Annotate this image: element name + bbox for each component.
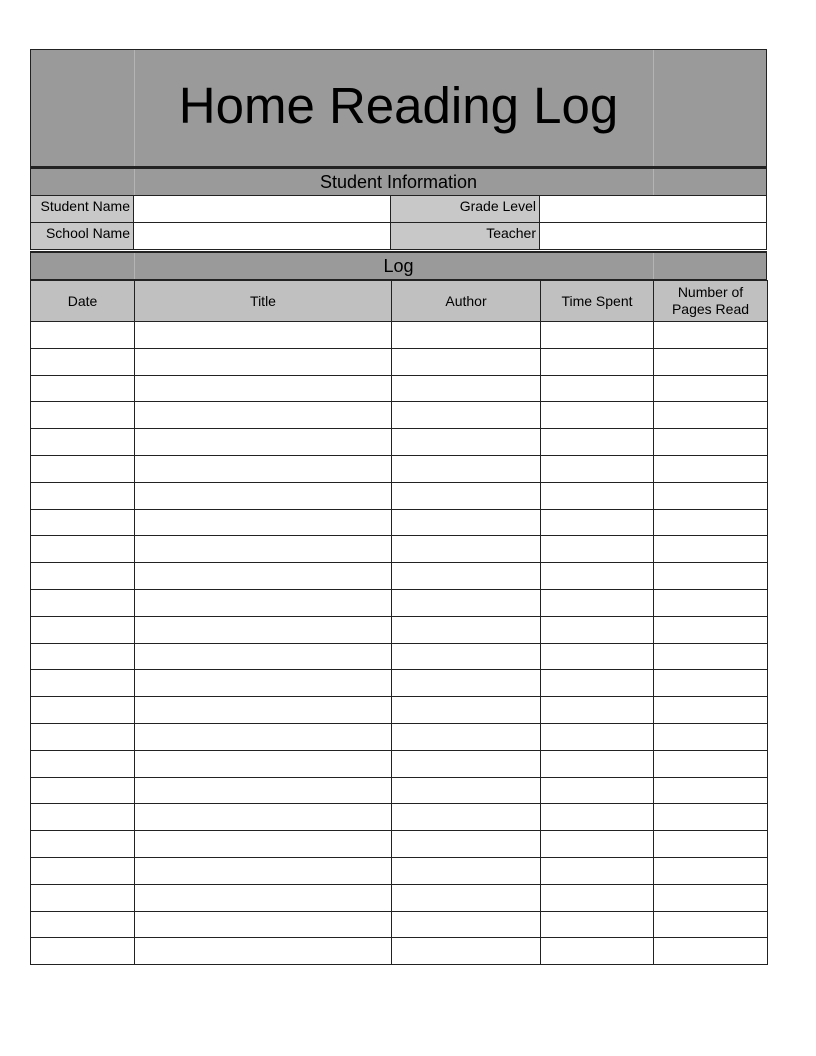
log-cell-author[interactable] <box>392 723 541 750</box>
log-cell-author[interactable] <box>392 429 541 456</box>
log-cell-author[interactable] <box>392 938 541 965</box>
log-cell-title[interactable] <box>135 455 392 482</box>
table-row <box>31 831 768 858</box>
table-row <box>31 884 768 911</box>
log-cell-title[interactable] <box>135 857 392 884</box>
log-cell-date[interactable] <box>31 509 135 536</box>
log-cell-date[interactable] <box>31 857 135 884</box>
log-cell-pages-read[interactable] <box>654 938 768 965</box>
log-body <box>31 322 768 965</box>
log-cell-title[interactable] <box>135 375 392 402</box>
log-cell-author[interactable] <box>392 857 541 884</box>
log-cell-author[interactable] <box>392 482 541 509</box>
log-cell-title[interactable] <box>135 536 392 563</box>
log-cell-time-spent[interactable] <box>541 938 654 965</box>
log-cell-time-spent[interactable] <box>541 429 654 456</box>
log-cell-author[interactable] <box>392 509 541 536</box>
log-cell-time-spent[interactable] <box>541 536 654 563</box>
log-cell-title[interactable] <box>135 322 392 349</box>
log-cell-date[interactable] <box>31 482 135 509</box>
student-name-label: Student Name <box>30 195 134 223</box>
log-cell-title[interactable] <box>135 643 392 670</box>
log-cell-date[interactable] <box>31 723 135 750</box>
log-cell-title[interactable] <box>135 777 392 804</box>
log-cell-author[interactable] <box>392 911 541 938</box>
log-cell-pages-read[interactable] <box>654 322 768 349</box>
log-cell-author[interactable] <box>392 563 541 590</box>
log-cell-date[interactable] <box>31 455 135 482</box>
log-cell-author[interactable] <box>392 375 541 402</box>
log-cell-time-spent[interactable] <box>541 643 654 670</box>
log-cell-time-spent[interactable] <box>541 723 654 750</box>
log-cell-date[interactable] <box>31 911 135 938</box>
log-cell-title[interactable] <box>135 804 392 831</box>
log-cell-pages-read[interactable] <box>654 857 768 884</box>
table-row <box>31 563 768 590</box>
log-cell-title[interactable] <box>135 750 392 777</box>
table-row <box>31 750 768 777</box>
log-cell-title[interactable] <box>135 429 392 456</box>
title-block <box>30 49 767 167</box>
log-cell-pages-read[interactable] <box>654 777 768 804</box>
info-row-1 <box>30 196 767 223</box>
column-header-pages-read: Number of Pages Read <box>654 281 768 322</box>
log-cell-title[interactable] <box>135 911 392 938</box>
log-cell-author[interactable] <box>392 589 541 616</box>
log-cell-time-spent[interactable] <box>541 482 654 509</box>
log-cell-author[interactable] <box>392 670 541 697</box>
grade-level-field[interactable] <box>539 195 767 223</box>
table-row <box>31 697 768 724</box>
log-cell-title[interactable] <box>135 589 392 616</box>
log-cell-date[interactable] <box>31 804 135 831</box>
log-cell-time-spent[interactable] <box>541 375 654 402</box>
school-name-label: School Name <box>30 222 134 250</box>
log-cell-time-spent[interactable] <box>541 857 654 884</box>
log-cell-time-spent[interactable] <box>541 589 654 616</box>
log-cell-date[interactable] <box>31 402 135 429</box>
log-cell-title[interactable] <box>135 563 392 590</box>
log-cell-author[interactable] <box>392 348 541 375</box>
log-cell-pages-read[interactable] <box>654 375 768 402</box>
table-row <box>31 777 768 804</box>
column-header-time-spent: Time Spent <box>541 281 654 322</box>
log-section-header <box>30 251 767 280</box>
log-cell-title[interactable] <box>135 884 392 911</box>
log-cell-date[interactable] <box>31 777 135 804</box>
log-cell-author[interactable] <box>392 455 541 482</box>
page-title: Home Reading Log <box>178 77 619 134</box>
log-cell-pages-read[interactable] <box>654 563 768 590</box>
log-cell-pages-read[interactable] <box>654 429 768 456</box>
table-row <box>31 509 768 536</box>
table-row <box>31 589 768 616</box>
log-cell-author[interactable] <box>392 884 541 911</box>
log-table <box>30 280 768 965</box>
log-cell-pages-read[interactable] <box>654 723 768 750</box>
log-cell-pages-read[interactable] <box>654 884 768 911</box>
log-cell-title[interactable] <box>135 482 392 509</box>
log-cell-author[interactable] <box>392 402 541 429</box>
column-header-title: Title <box>135 281 392 322</box>
log-cell-time-spent[interactable] <box>541 777 654 804</box>
log-cell-date[interactable] <box>31 429 135 456</box>
log-cell-date[interactable] <box>31 697 135 724</box>
log-cell-time-spent[interactable] <box>541 911 654 938</box>
log-cell-time-spent[interactable] <box>541 402 654 429</box>
table-row <box>31 911 768 938</box>
table-row <box>31 804 768 831</box>
log-cell-date[interactable] <box>31 563 135 590</box>
log-cell-pages-read[interactable] <box>654 911 768 938</box>
log-cell-time-spent[interactable] <box>541 509 654 536</box>
log-cell-author[interactable] <box>392 536 541 563</box>
log-section-title: Log <box>383 256 414 276</box>
log-cell-title[interactable] <box>135 509 392 536</box>
table-row <box>31 723 768 750</box>
table-row <box>31 616 768 643</box>
table-row <box>31 536 768 563</box>
log-cell-time-spent[interactable] <box>541 831 654 858</box>
log-cell-author[interactable] <box>392 750 541 777</box>
log-cell-pages-read[interactable] <box>654 482 768 509</box>
log-cell-title[interactable] <box>135 616 392 643</box>
reading-log-sheet <box>30 49 767 965</box>
log-cell-pages-read[interactable] <box>654 670 768 697</box>
log-cell-title[interactable] <box>135 697 392 724</box>
log-cell-pages-read[interactable] <box>654 750 768 777</box>
log-cell-author[interactable] <box>392 831 541 858</box>
table-row <box>31 322 768 349</box>
log-cell-author[interactable] <box>392 643 541 670</box>
table-row <box>31 455 768 482</box>
log-cell-time-spent[interactable] <box>541 697 654 724</box>
teacher-field[interactable] <box>539 222 767 250</box>
student-name-field[interactable] <box>133 195 391 223</box>
log-cell-author[interactable] <box>392 804 541 831</box>
log-cell-time-spent[interactable] <box>541 804 654 831</box>
column-header-date: Date <box>31 281 135 322</box>
column-header-author: Author <box>392 281 541 322</box>
log-cell-date[interactable] <box>31 938 135 965</box>
log-cell-title[interactable] <box>135 723 392 750</box>
log-header-row <box>31 281 768 322</box>
log-cell-time-spent[interactable] <box>541 670 654 697</box>
info-row-2 <box>30 223 767 250</box>
grade-level-label: Grade Level <box>390 195 540 223</box>
log-cell-time-spent[interactable] <box>541 563 654 590</box>
log-cell-date[interactable] <box>31 643 135 670</box>
log-cell-title[interactable] <box>135 831 392 858</box>
log-cell-author[interactable] <box>392 616 541 643</box>
log-cell-time-spent[interactable] <box>541 750 654 777</box>
log-cell-time-spent[interactable] <box>541 348 654 375</box>
log-cell-pages-read[interactable] <box>654 509 768 536</box>
log-cell-pages-read[interactable] <box>654 536 768 563</box>
log-cell-title[interactable] <box>135 938 392 965</box>
log-cell-time-spent[interactable] <box>541 322 654 349</box>
log-cell-author[interactable] <box>392 322 541 349</box>
log-cell-date[interactable] <box>31 536 135 563</box>
log-cell-date[interactable] <box>31 884 135 911</box>
log-cell-pages-read[interactable] <box>654 589 768 616</box>
log-cell-pages-read[interactable] <box>654 831 768 858</box>
log-cell-date[interactable] <box>31 616 135 643</box>
log-cell-author[interactable] <box>392 777 541 804</box>
log-cell-pages-read[interactable] <box>654 348 768 375</box>
log-cell-title[interactable] <box>135 670 392 697</box>
log-cell-date[interactable] <box>31 375 135 402</box>
log-cell-date[interactable] <box>31 750 135 777</box>
log-cell-date[interactable] <box>31 670 135 697</box>
table-row <box>31 938 768 965</box>
table-row <box>31 402 768 429</box>
table-row <box>31 429 768 456</box>
log-cell-pages-read[interactable] <box>654 643 768 670</box>
log-cell-time-spent[interactable] <box>541 884 654 911</box>
log-cell-pages-read[interactable] <box>654 616 768 643</box>
log-cell-pages-read[interactable] <box>654 697 768 724</box>
student-info-header <box>30 167 767 196</box>
log-cell-pages-read[interactable] <box>654 402 768 429</box>
log-cell-date[interactable] <box>31 589 135 616</box>
log-cell-title[interactable] <box>135 348 392 375</box>
table-row <box>31 348 768 375</box>
table-row <box>31 670 768 697</box>
log-cell-author[interactable] <box>392 697 541 724</box>
log-cell-date[interactable] <box>31 348 135 375</box>
teacher-label: Teacher <box>390 222 540 250</box>
log-cell-pages-read[interactable] <box>654 455 768 482</box>
log-cell-date[interactable] <box>31 831 135 858</box>
table-row <box>31 375 768 402</box>
student-info-title: Student Information <box>319 172 478 192</box>
school-name-field[interactable] <box>133 222 391 250</box>
table-row <box>31 857 768 884</box>
log-cell-time-spent[interactable] <box>541 455 654 482</box>
table-row <box>31 643 768 670</box>
log-cell-time-spent[interactable] <box>541 616 654 643</box>
log-cell-title[interactable] <box>135 402 392 429</box>
log-cell-pages-read[interactable] <box>654 804 768 831</box>
log-cell-date[interactable] <box>31 322 135 349</box>
table-row <box>31 482 768 509</box>
